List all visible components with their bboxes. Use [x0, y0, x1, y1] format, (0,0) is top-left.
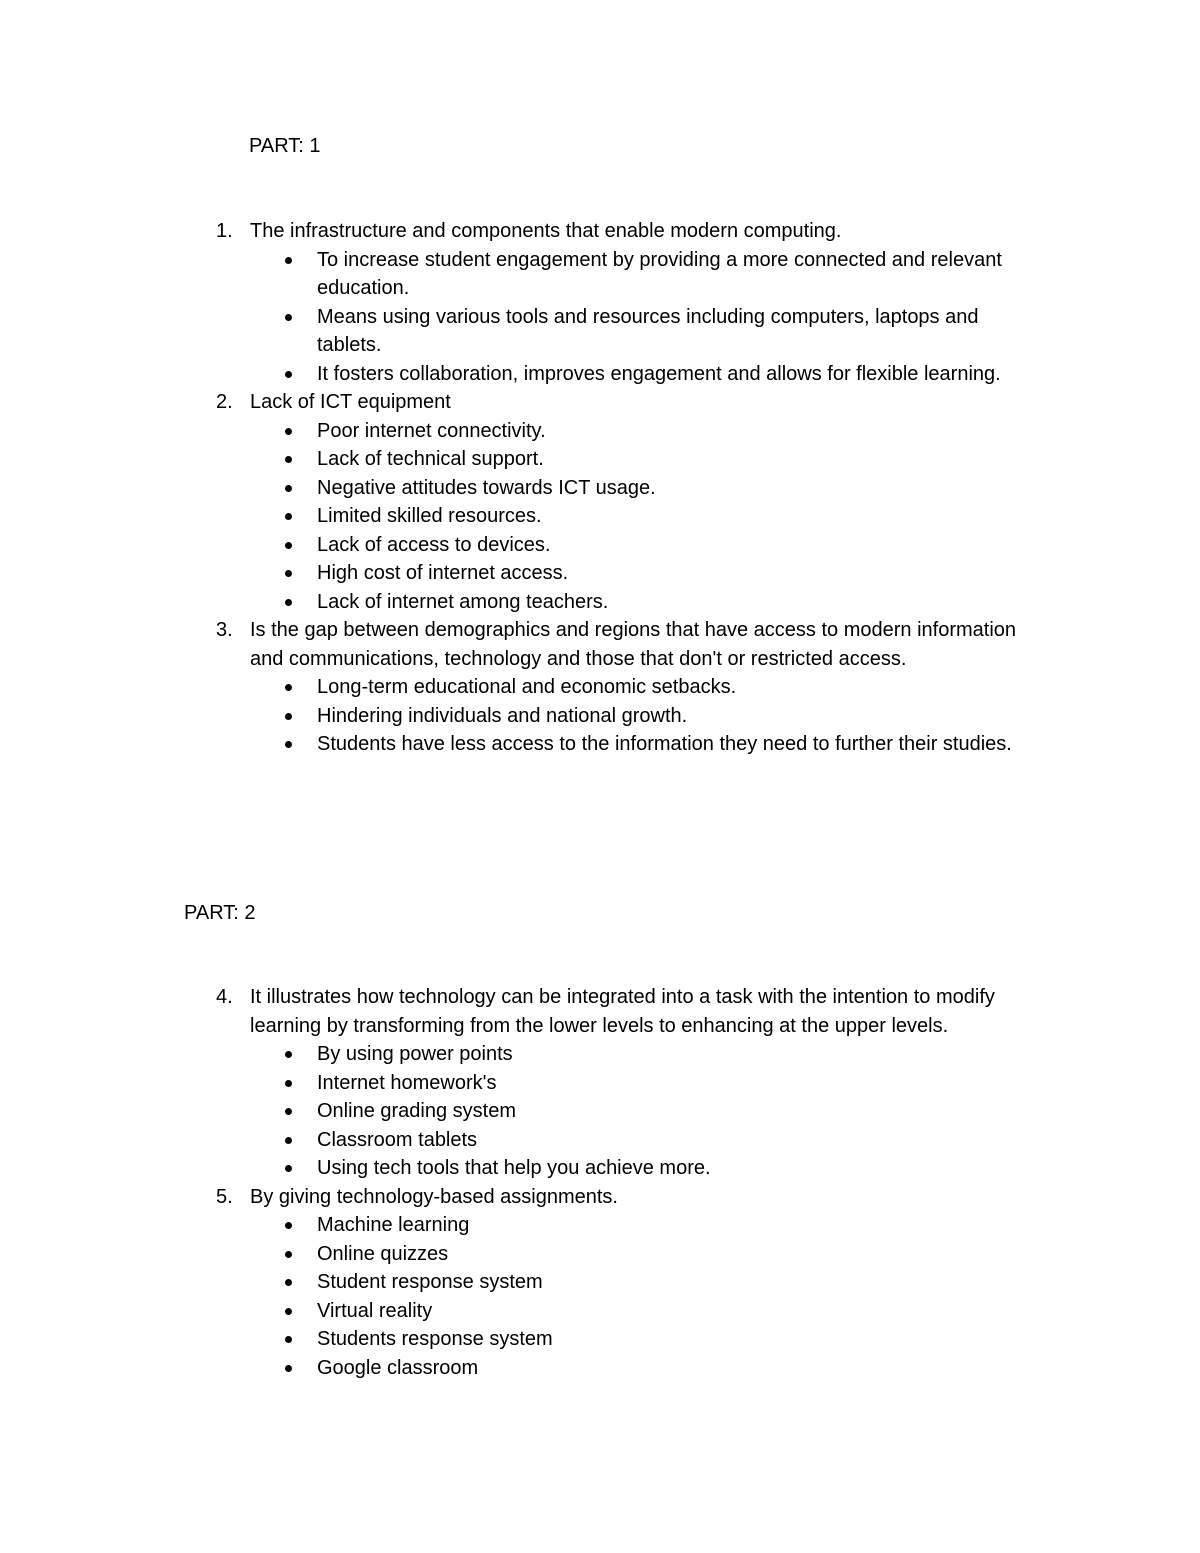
bullet-icon	[285, 741, 292, 748]
item-number: 1.	[216, 220, 233, 242]
bullet-text: Internet homework's	[317, 1071, 497, 1094]
bullet-text: Virtual reality	[317, 1299, 433, 1322]
bullet-item	[0, 1097, 1017, 1126]
bullet-icon	[285, 1279, 292, 1286]
bullet-list	[0, 673, 1200, 759]
bullet-icon	[285, 570, 292, 577]
bullet-item	[0, 417, 1017, 446]
bullet-text: Student response system	[317, 1271, 543, 1293]
list-item-2	[0, 388, 1020, 417]
bullet-item	[0, 1154, 1017, 1183]
bullet-list	[0, 246, 1200, 389]
list-item-1	[0, 217, 1020, 246]
list-item-3	[0, 616, 1020, 673]
bullet-icon	[285, 1251, 292, 1258]
bullet-text: Students response system	[317, 1328, 553, 1350]
bullet-icon	[285, 1365, 292, 1372]
bullet-icon	[285, 1165, 292, 1172]
bullet-text: Lack of technical support.	[317, 448, 544, 470]
item-text: It illustrates how technology can be integrated into a task with the intention to modify learning by transforming from the lower levels to enhancing at the upper levels.	[250, 986, 995, 1037]
item-number: 2.	[216, 391, 233, 413]
part-2-list	[0, 983, 1200, 1382]
bullet-text: Classroom tablets	[317, 1128, 478, 1151]
bullet-item	[0, 445, 1017, 474]
bullet-icon	[285, 485, 292, 492]
bullet-icon	[285, 513, 292, 520]
bullet-icon	[285, 1080, 292, 1087]
bullet-item	[0, 246, 1017, 303]
bullet-icon	[285, 1222, 292, 1229]
bullet-text: Using tech tools that help you achieve more.	[317, 1157, 711, 1179]
item-text: By giving technology-based assignments.	[250, 1185, 618, 1208]
bullet-icon	[285, 428, 292, 435]
bullet-item	[0, 730, 1017, 759]
bullet-icon	[285, 542, 292, 549]
bullet-item	[0, 502, 1017, 531]
bullet-icon	[285, 599, 292, 606]
bullet-icon	[285, 314, 292, 321]
bullet-list	[0, 1040, 1200, 1183]
bullet-icon	[285, 257, 292, 264]
bullet-text: Lack of internet among teachers.	[317, 590, 609, 613]
bullet-text: Machine learning	[317, 1214, 470, 1236]
bullet-text: Google classroom	[317, 1356, 479, 1379]
bullet-item	[0, 702, 1017, 731]
bullet-list	[0, 417, 1200, 617]
bullet-text: By using power points	[317, 1043, 513, 1065]
bullet-item	[0, 1211, 1017, 1240]
bullet-icon	[285, 1108, 292, 1115]
bullet-item	[0, 1297, 1017, 1326]
bullet-item	[0, 360, 1017, 389]
item-number: 3.	[216, 619, 233, 641]
bullet-item	[0, 531, 1017, 560]
bullet-text: Students have less access to the information they need to further their studies.	[317, 733, 1012, 755]
bullet-item	[0, 1040, 1017, 1069]
part-1-heading: PART: 1	[249, 135, 321, 157]
bullet-list	[0, 1211, 1200, 1382]
bullet-text: Poor internet connectivity.	[317, 419, 546, 442]
item-number: 4.	[216, 986, 233, 1008]
item-text: The infrastructure and components that enable modern computing.	[250, 220, 842, 242]
bullet-icon	[285, 684, 292, 691]
bullet-text: Hindering individuals and national growth.	[317, 704, 688, 727]
bullet-text: To increase student engagement by providing a more connected and relevant education.	[317, 248, 1002, 299]
bullet-text: Means using various tools and resources including computers, laptops and tablets.	[317, 305, 979, 356]
bullet-text: It fosters collaboration, improves engagement and allows for flexible learning.	[317, 362, 1001, 385]
bullet-item	[0, 1126, 1017, 1155]
bullet-icon	[285, 456, 292, 463]
bullet-item	[0, 303, 1017, 360]
bullet-icon	[285, 1137, 292, 1144]
item-text: Is the gap between demographics and regions that have access to modern information and communications, technology and those that don't or restricted access.	[250, 619, 1017, 670]
bullet-item	[0, 673, 1017, 702]
bullet-item	[0, 588, 1017, 617]
bullet-item	[0, 1268, 1017, 1297]
bullet-item	[0, 1240, 1017, 1269]
bullet-text: Limited skilled resources.	[317, 505, 542, 527]
bullet-text: Negative attitudes towards ICT usage.	[317, 476, 656, 499]
bullet-text: High cost of internet access.	[317, 562, 569, 584]
bullet-item	[0, 1325, 1017, 1354]
item-number: 5.	[216, 1185, 233, 1208]
bullet-text: Online grading system	[317, 1100, 516, 1122]
item-text: Lack of ICT equipment	[250, 391, 451, 413]
bullet-icon	[285, 1308, 292, 1315]
part-2-heading: PART: 2	[184, 902, 256, 924]
bullet-icon	[285, 713, 292, 720]
bullet-icon	[285, 1051, 292, 1058]
bullet-item	[0, 1354, 1017, 1383]
bullet-icon	[285, 371, 292, 378]
bullet-text: Long-term educational and economic setbacks.	[317, 676, 737, 698]
list-item-4	[0, 983, 1020, 1040]
bullet-item	[0, 474, 1017, 503]
list-item-5	[0, 1183, 1020, 1212]
part-1-list	[0, 217, 1200, 759]
bullet-item	[0, 1069, 1017, 1098]
bullet-icon	[285, 1336, 292, 1343]
bullet-item	[0, 559, 1017, 588]
bullet-text: Lack of access to devices.	[317, 533, 551, 556]
bullet-text: Online quizzes	[317, 1242, 449, 1265]
